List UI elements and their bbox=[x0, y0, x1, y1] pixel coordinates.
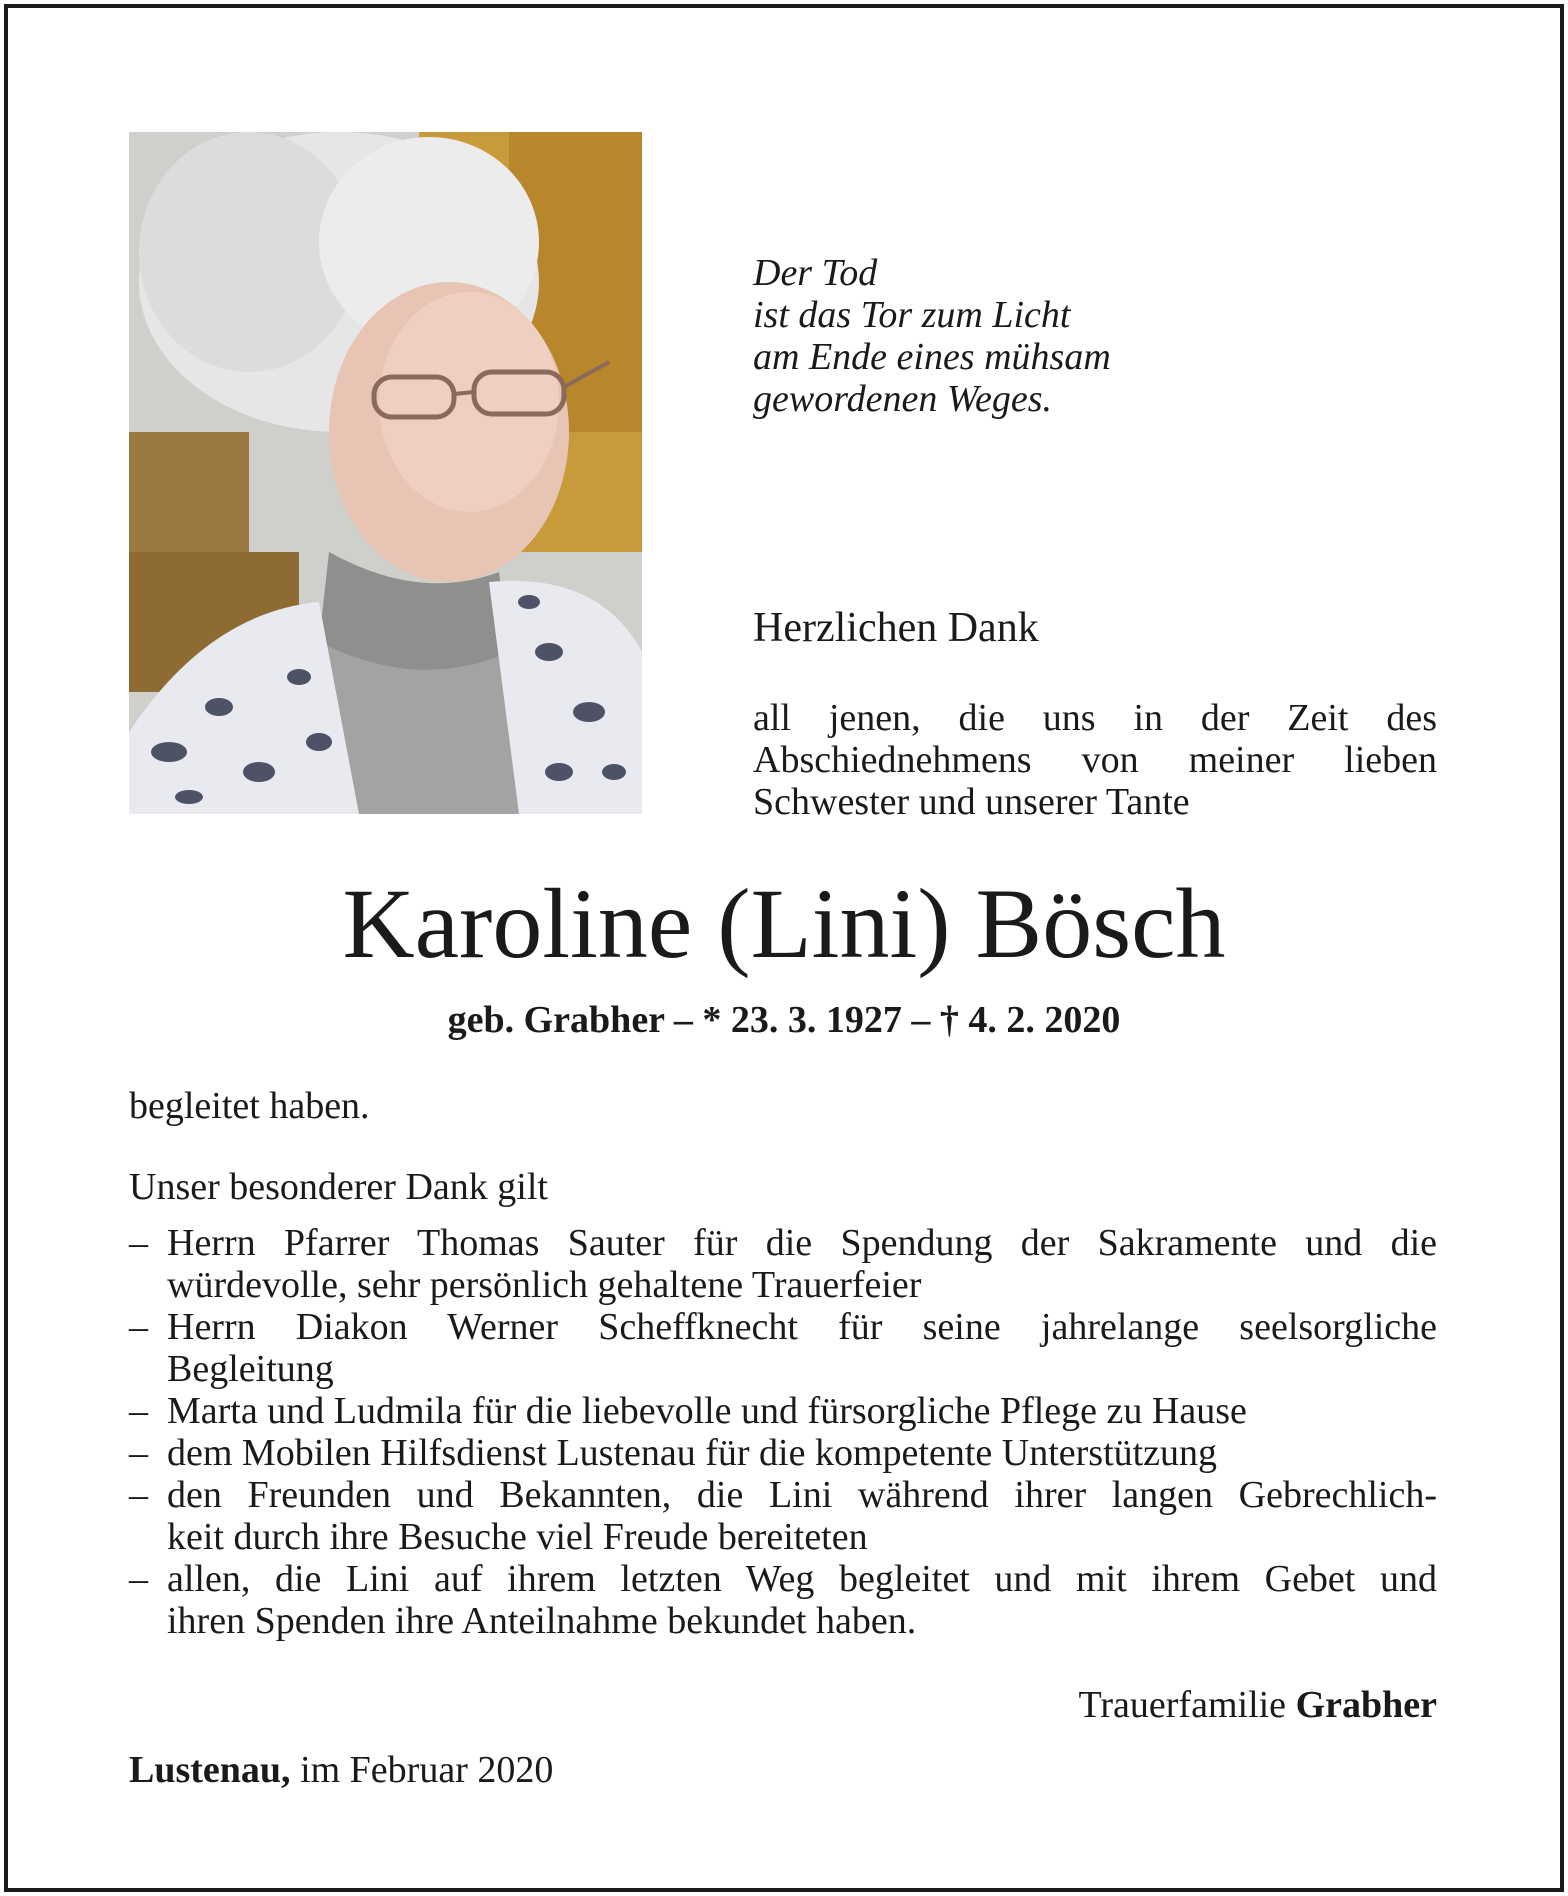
thanks-heading: Herzlichen Dank bbox=[753, 605, 1039, 651]
list-item-line: Begleitung bbox=[167, 1348, 334, 1390]
quote-line: ist das Tor zum Licht bbox=[753, 294, 1071, 336]
portrait-photo bbox=[129, 132, 642, 814]
list-item-line: Herrn Diakon Werner Scheffknecht für seine jahrelange seelsorgliche bbox=[167, 1306, 1437, 1348]
list-item-line: den Freunden und Bekannten, die Lini während ihrer langen Gebrechlich- bbox=[167, 1474, 1437, 1516]
thanks-intro-line: all jenen, die uns in der Zeit des bbox=[753, 697, 1437, 739]
accompanied-text: begleitet haben. bbox=[129, 1085, 370, 1127]
family-signature bbox=[1079, 1683, 1437, 1727]
place-date-text: im Februar 2020 bbox=[300, 1749, 554, 1791]
list-item-line: Marta und Ludmila für die liebevolle und fürsorgliche Pflege zu Hause bbox=[167, 1390, 1247, 1432]
list-item-line: allen, die Lini auf ihrem letzten Weg begleitet und mit ihrem Gebet und bbox=[167, 1558, 1437, 1600]
deceased-name: Karoline (Lini) Bösch bbox=[342, 868, 1226, 979]
list-dash: – bbox=[129, 1432, 148, 1474]
signature-prefix: Trauerfamilie bbox=[1078, 1684, 1287, 1726]
thanks-intro bbox=[753, 697, 1437, 823]
list-item bbox=[129, 1474, 1437, 1558]
list-dash: – bbox=[129, 1390, 148, 1432]
place-date bbox=[129, 1748, 553, 1792]
signature-family: Grabher bbox=[1295, 1684, 1437, 1726]
list-item-line: Herrn Pfarrer Thomas Sauter für die Spendung der Sakramente und die bbox=[167, 1222, 1437, 1264]
quote-line: gewordenen Weges. bbox=[753, 378, 1053, 420]
quote-line: am Ende eines mühsam bbox=[753, 336, 1111, 378]
list-item bbox=[129, 1306, 1437, 1390]
memorial-quote bbox=[753, 252, 1313, 420]
list-item-line: ihren Spenden ihre Anteilnahme bekundet haben. bbox=[167, 1600, 917, 1642]
thanks-intro-line: Abschiednehmens von meiner lieben bbox=[753, 739, 1437, 781]
thanks-list bbox=[129, 1222, 1437, 1642]
special-thanks-intro: Unser besonderer Dank gilt bbox=[129, 1166, 548, 1208]
thanks-intro-line: Schwester und unserer Tante bbox=[753, 781, 1190, 823]
list-dash: – bbox=[129, 1474, 148, 1516]
deceased-dates: geb. Grabher – * 23. 3. 1927 – † 4. 2. 2020 bbox=[447, 999, 1121, 1041]
list-item bbox=[129, 1390, 1437, 1432]
list-dash: – bbox=[129, 1558, 148, 1600]
list-item bbox=[129, 1558, 1437, 1642]
place-city: Lustenau, bbox=[129, 1749, 291, 1791]
list-item-line: keit durch ihre Besuche viel Freude bereiteten bbox=[167, 1516, 868, 1558]
portrait-illustration bbox=[129, 132, 642, 814]
list-item-line: würdevolle, sehr persönlich gehaltene Trauerfeier bbox=[167, 1264, 922, 1306]
list-item bbox=[129, 1432, 1437, 1474]
list-dash: – bbox=[129, 1222, 148, 1264]
list-item bbox=[129, 1222, 1437, 1306]
list-item-line: dem Mobilen Hilfsdienst Lustenau für die kompetente Unterstützung bbox=[167, 1432, 1218, 1474]
list-dash: – bbox=[129, 1306, 148, 1348]
quote-line: Der Tod bbox=[753, 252, 878, 294]
